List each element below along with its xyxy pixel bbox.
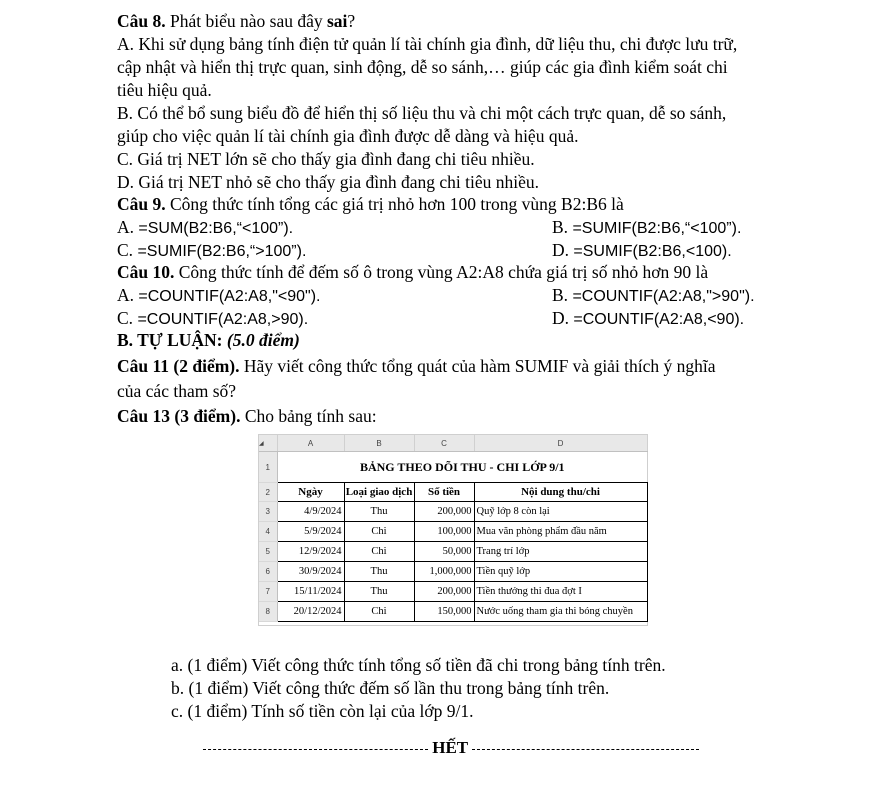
spreadsheet-image <box>258 434 648 626</box>
q9-option-d-formula: =SUMIF(B2:B6,<100). <box>573 243 732 260</box>
cell-date: 5/9/2024 <box>277 522 344 542</box>
q9-option-c-formula: =SUMIF(B2:B6,“>100”). <box>137 243 307 260</box>
cell-amount: 200,000 <box>414 502 474 522</box>
cell-type: Chi <box>344 542 414 562</box>
row-number: 3 <box>259 502 277 522</box>
header-description: Nội dung thu/chi <box>474 483 647 502</box>
table-row <box>259 522 647 542</box>
header-type: Loại giao dịch <box>344 483 414 502</box>
q9-text: Công thức tính tổng các giá trị nhỏ hơn 100 trong vùng B2:B6 là <box>165 194 624 214</box>
header-date: Ngày <box>277 483 344 502</box>
row-number: 7 <box>259 582 277 602</box>
table-row <box>259 602 647 622</box>
q10-option-c-formula: =COUNTIF(A2:A8,>90). <box>137 311 309 328</box>
table-row <box>259 562 647 582</box>
q10-stem <box>117 261 708 283</box>
q10-option-a-prefix: A. <box>117 285 139 305</box>
q11-line1 <box>117 355 716 377</box>
q13-label: Câu 13 (3 điểm). <box>117 406 241 426</box>
row-number: 2 <box>259 483 277 502</box>
header-amount: Số tiền <box>414 483 474 502</box>
q9-option-a-formula: =SUM(B2:B6,“<100”). <box>138 220 294 237</box>
cell-date: 30/9/2024 <box>277 562 344 582</box>
q9-label: Câu 9. <box>117 194 166 214</box>
dashed-rule-right <box>472 749 699 750</box>
q9-option-a <box>117 216 293 240</box>
cell-type: Thu <box>344 502 414 522</box>
section-points: (5.0 điểm) <box>226 330 300 350</box>
cell-amount: 150,000 <box>414 602 474 622</box>
q8-option-d: D. Giá trị NET nhỏ sẽ cho thấy gia đình đang chi tiêu nhiều. <box>117 172 540 192</box>
cell-description: Mua văn phòng phẩm đầu năm <box>474 522 647 542</box>
q9-option-d <box>552 239 732 263</box>
q8-text-b: ? <box>347 11 356 31</box>
row-number: 4 <box>259 522 277 542</box>
cell-description: Tiền quỹ lớp <box>474 562 647 582</box>
spreadsheet-table <box>259 435 648 622</box>
table-row <box>259 542 647 562</box>
q10-option-a-formula: =COUNTIF(A2:A8,"<90"). <box>138 288 321 305</box>
q9-option-a-prefix: A. <box>117 217 139 237</box>
cell-description: Quỹ lớp 8 còn lại <box>474 502 647 522</box>
cell-date: 20/12/2024 <box>277 602 344 622</box>
q13-stem <box>117 405 377 427</box>
q9-option-b-prefix: B. <box>552 217 573 237</box>
cell-date: 4/9/2024 <box>277 502 344 522</box>
row-number: 8 <box>259 602 277 622</box>
q10-label: Câu 10. <box>117 262 175 282</box>
q10-option-a <box>117 284 320 308</box>
table-row <box>259 502 647 522</box>
q8-option-a-line1: A. Khi sử dụng bảng tính điện tử quản lí tài chính gia đình, dữ liệu thu, chi được lưu trữ, <box>117 34 738 54</box>
column-header-c: C <box>414 435 474 452</box>
q8-option-b-line1: B. Có thể bổ sung biểu đồ để hiển thị số liệu thu và chi một cách trực quan, dễ so sánh, <box>117 103 727 123</box>
q9-option-b-formula: =SUMIF(B2:B6,“<100”). <box>572 220 742 237</box>
cell-type: Chi <box>344 522 414 542</box>
cell-type: Thu <box>344 582 414 602</box>
q10-option-b-prefix: B. <box>552 285 573 305</box>
q9-option-c-prefix: C. <box>117 240 138 260</box>
q8-text-a: Phát biểu nào sau đây <box>165 11 327 31</box>
q13-part-b: b. (1 điểm) Viết công thức đếm số lần thu trong bảng tính trên. <box>171 678 610 698</box>
q10-option-d <box>552 307 744 331</box>
q9-option-d-prefix: D. <box>552 240 574 260</box>
cell-description: Trang trí lớp <box>474 542 647 562</box>
q10-text: Công thức tính để đếm số ô trong vùng A2:A8 chứa giá trị số nhỏ hơn 90 là <box>174 262 709 282</box>
q13-part-a: a. (1 điểm) Viết công thức tính tổng số tiền đã chi trong bảng tính trên. <box>171 655 666 675</box>
q11-label: Câu 11 (2 điểm). <box>117 356 240 376</box>
cell-amount: 100,000 <box>414 522 474 542</box>
section-label: B. TỰ LUẬN: <box>117 330 227 350</box>
end-marker <box>203 737 699 759</box>
q8-label: Câu 8. <box>117 11 166 31</box>
q10-option-d-formula: =COUNTIF(A2:A8,<90). <box>573 311 745 328</box>
q10-option-c <box>117 307 308 331</box>
cell-date: 12/9/2024 <box>277 542 344 562</box>
column-header-a: A <box>277 435 344 452</box>
cell-date: 15/11/2024 <box>277 582 344 602</box>
q8-option-a-line2: cập nhật và hiển thị trực quan, sinh động, dễ so sánh,… giúp các gia đình kiểm soát chi <box>117 57 728 77</box>
table-row <box>259 582 647 602</box>
sheet-title-row <box>259 452 647 483</box>
cell-amount: 50,000 <box>414 542 474 562</box>
row-number: 6 <box>259 562 277 582</box>
q11-text-line2: của các tham số? <box>117 381 237 401</box>
column-header-d: D <box>474 435 647 452</box>
select-all-corner: ◢ <box>259 435 277 452</box>
cell-amount: 200,000 <box>414 582 474 602</box>
sheet-header-row <box>259 483 647 502</box>
q10-option-b-formula: =COUNTIF(A2:A8,">90"). <box>572 288 755 305</box>
q10-option-b <box>552 284 755 308</box>
dashed-rule-left <box>203 749 428 750</box>
cell-description: Nước uống tham gia thi bóng chuyền <box>474 602 647 622</box>
cell-description: Tiền thưởng thi đua đợt I <box>474 582 647 602</box>
q10-option-d-prefix: D. <box>552 308 574 328</box>
column-header-row <box>259 435 647 452</box>
q8-emph: sai <box>326 11 348 31</box>
q8-stem <box>117 10 355 32</box>
row-number: 5 <box>259 542 277 562</box>
column-header-b: B <box>344 435 414 452</box>
cell-amount: 1,000,000 <box>414 562 474 582</box>
q8-option-b-line2: giúp cho việc quản lí tài chính gia đình được dễ dàng và hiệu quả. <box>117 126 579 146</box>
q13-part-c: c. (1 điểm) Tính số tiền còn lại của lớp 9/1. <box>171 701 474 721</box>
cell-type: Chi <box>344 602 414 622</box>
q9-option-b <box>552 216 741 240</box>
sheet-title: BẢNG THEO DÕI THU - CHI LỚP 9/1 <box>359 459 565 474</box>
end-text: HẾT <box>428 738 473 757</box>
q8-option-a-line3: tiêu hiệu quả. <box>117 80 212 100</box>
cell-type: Thu <box>344 562 414 582</box>
row-number: 1 <box>259 452 277 483</box>
q10-option-c-prefix: C. <box>117 308 138 328</box>
section-heading <box>117 329 300 351</box>
q13-text: Cho bảng tính sau: <box>240 406 377 426</box>
q9-stem <box>117 193 624 215</box>
q9-option-c <box>117 239 306 263</box>
q8-option-c: C. Giá trị NET lớn sẽ cho thấy gia đình đang chi tiêu nhiều. <box>117 149 535 169</box>
q11-text-line1: Hãy viết công thức tổng quát của hàm SUMIF và giải thích ý nghĩa <box>239 356 716 376</box>
